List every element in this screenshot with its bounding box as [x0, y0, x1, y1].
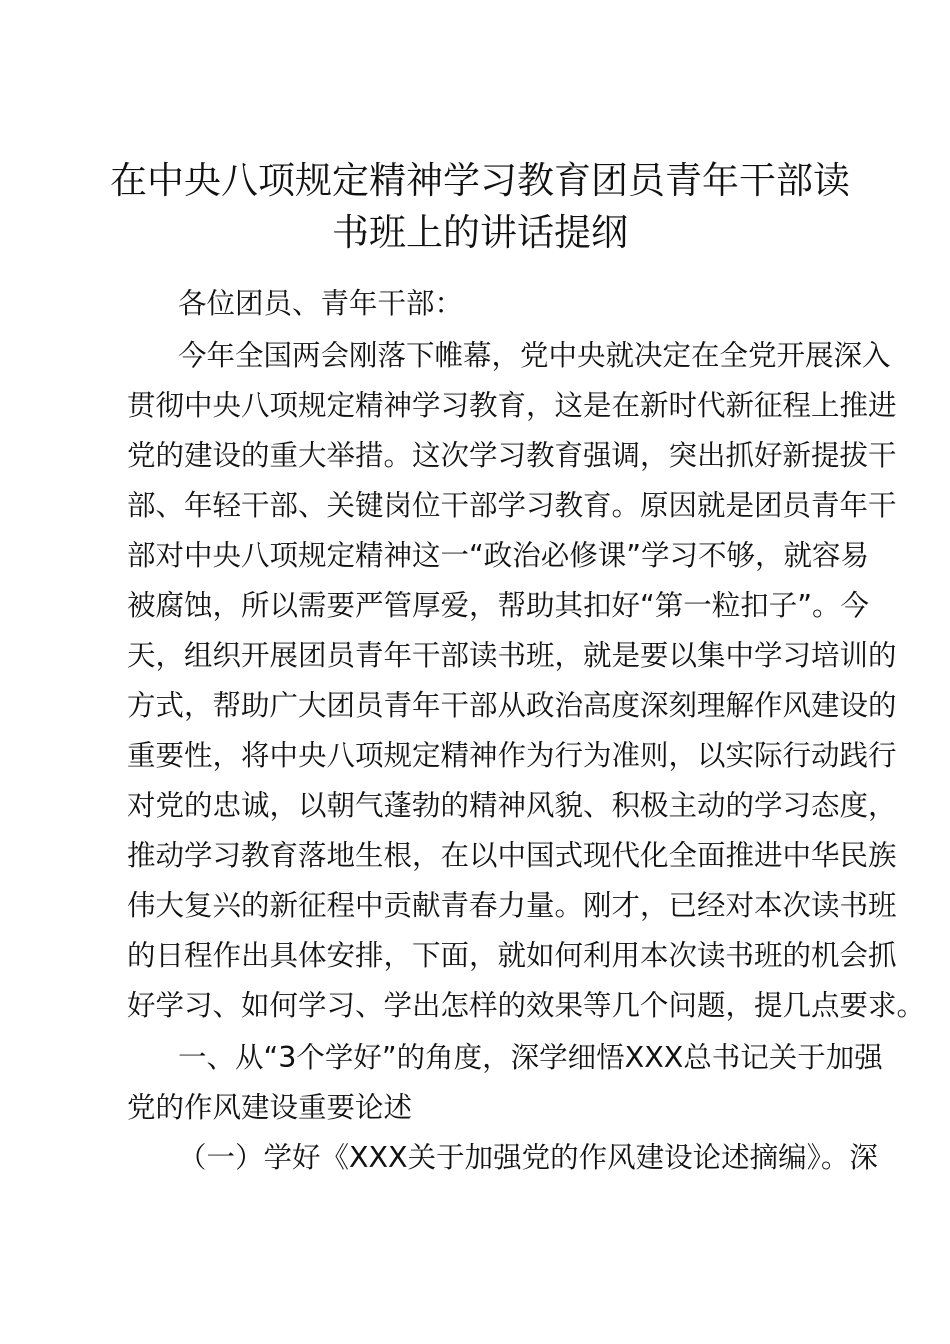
- document-title-line-2: 书班上的讲话提纲: [332, 211, 628, 254]
- body-line: 对党的忠诚，以朝气蓬勃的精神风貌、积极主动的学习态度，: [127, 789, 897, 822]
- body-line: 被腐蚀，所以需要严管厚爱，帮助其扣好“第一粒扣子”。今: [127, 589, 870, 622]
- body-line: 党的建设的重大举措。这次学习教育强调，突出抓好新提拔干: [127, 439, 897, 472]
- body-line: 贯彻中央八项规定精神学习教育，这是在新时代新征程上推进: [127, 389, 897, 422]
- body-line: 今年全国两会刚落下帷幕，党中央就决定在全党开展深入: [178, 339, 891, 372]
- body-line: 好学习、如何学习、学出怎样的效果等几个问题，提几点要求。: [127, 989, 926, 1022]
- section-heading-line: 党的作风建设重要论述: [127, 1091, 413, 1124]
- body-line: 方式，帮助广大团员青年干部从政治高度深刻理解作风建设的: [127, 689, 897, 722]
- body-line: 的日程作出具体安排，下面，就如何利用本次读书班的机会抓: [127, 939, 897, 972]
- subsection-line: （一）学好《XXX关于加强党的作风建设论述摘编》。深: [178, 1141, 878, 1174]
- body-line: 天，组织开展团员青年干部读书班，就是要以集中学习培训的: [127, 639, 897, 672]
- body-line: 部、年轻干部、关键岗位干部学习教育。原因就是团员青年干: [127, 489, 897, 522]
- salutation: 各位团员、青年干部：: [178, 287, 464, 320]
- body-line: 重要性，将中央八项规定精神作为行为准则，以实际行动践行: [127, 739, 897, 772]
- body-line: 部对中央八项规定精神这一“政治必修课”学习不够，就容易: [127, 539, 870, 572]
- document-title-line-1: 在中央八项规定精神学习教育团员青年干部读: [110, 159, 850, 202]
- section-heading-line: 一、从“3个学好”的角度，深学细悟XXX总书记关于加强: [178, 1041, 883, 1074]
- body-line: 伟大复兴的新征程中贡献青春力量。刚才，已经对本次读书班: [127, 889, 897, 922]
- body-line: 推动学习教育落地生根，在以中国式现代化全面推进中华民族: [127, 839, 897, 872]
